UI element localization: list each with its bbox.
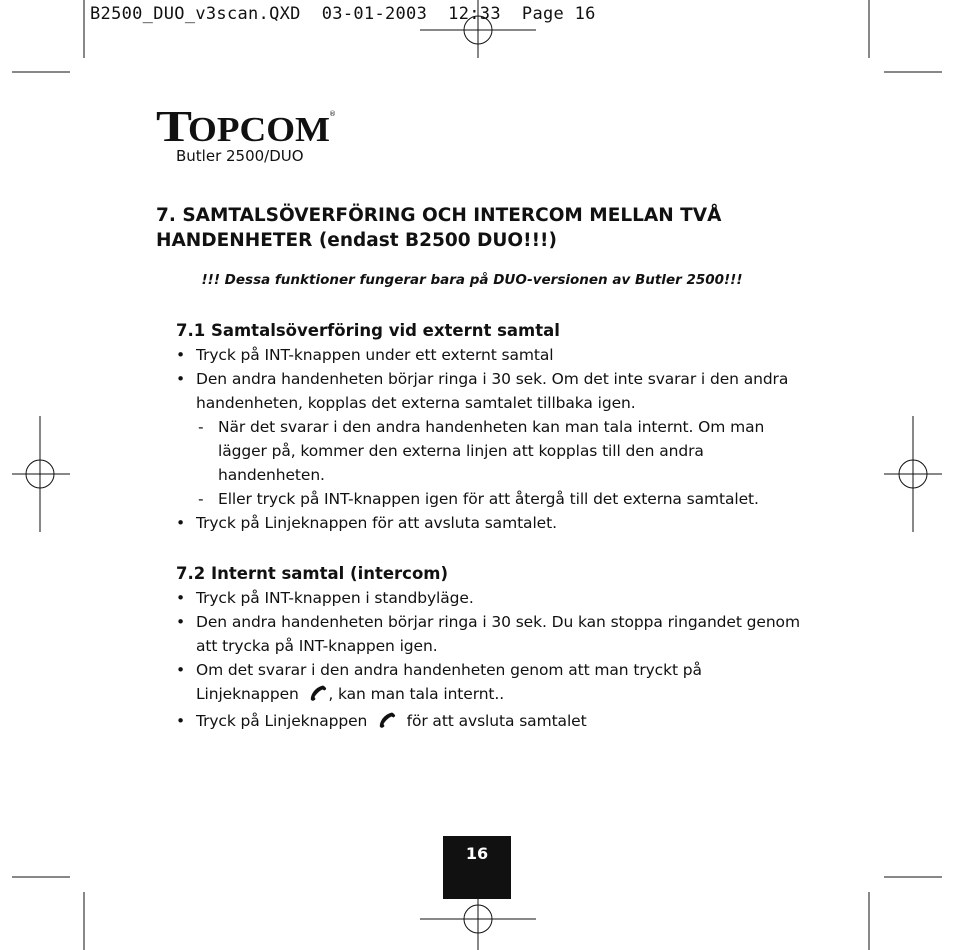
section-call-transfer [176,319,806,535]
list-item [176,658,806,709]
phone-handset-icon [308,684,328,709]
section-title: 7.2 Internt samtal (intercom) [176,564,449,583]
page-number: 16 [443,836,511,899]
list-item-text: Tryck på Linjeknappen [196,712,373,730]
phone-handset-icon [377,711,397,736]
list-item [176,709,806,736]
list-item-text: Om det svarar i den andra handenheten genom att man tryckt på Linjeknappen [196,661,702,703]
list-item: • Tryck på Linjeknappen för att avsluta samtalet. [176,511,806,535]
svg-text:T: T [156,106,192,146]
sub-list-item: - Eller tryck på INT-knappen igen för att återgå till det externa samtalet. [196,487,806,511]
list-item: • Tryck på INT-knappen under ett externt samtal [176,343,806,367]
page-title [156,203,816,253]
sub-list-item: - När det svarar i den andra handenheten kan man tala internt. Om man lägger på, kommer den externa linjen att kopplas till den andra handenheten. [196,415,806,487]
title-line-1: 7. SAMTALSÖVERFÖRING OCH INTERCOM MELLAN TVÅ [156,205,722,226]
list-item-text: , kan man tala internt.. [328,685,505,703]
svg-text:®: ® [329,110,336,118]
product-name: Butler 2500/DUO [176,147,304,165]
svg-text:OPCOM: OPCOM [188,110,330,146]
section-title: 7.1 Samtalsöverföring vid externt samtal [176,321,560,340]
list-item [176,367,806,511]
print-slug: B2500_DUO_v3scan.QXD 03-01-2003 12:33 Page 16 [90,4,596,24]
list-item-text: Den andra handenheten börjar ringa i 30 sek. Om det inte svarar i den andra handenheten, kopplas det externa samtalet tillbaka igen. [196,370,789,412]
title-line-2: HANDENHETER (endast B2500 DUO!!!) [156,230,557,251]
bullet-list [176,343,806,535]
list-item-text: för att avsluta samtalet [401,712,587,730]
topcom-logo [156,106,336,146]
list-item: • Tryck på INT-knappen i standbyläge. [176,586,806,610]
list-item: • Den andra handenheten börjar ringa i 30 sek. Du kan stoppa ringandet genom att trycka på INT-knappen igen. [176,610,806,658]
duo-notice: !!! Dessa funktioner fungerar bara på DUO-versionen av Butler 2500!!! [201,272,743,288]
sub-list [196,415,806,511]
bullet-list [176,586,806,736]
section-intercom [176,562,806,736]
